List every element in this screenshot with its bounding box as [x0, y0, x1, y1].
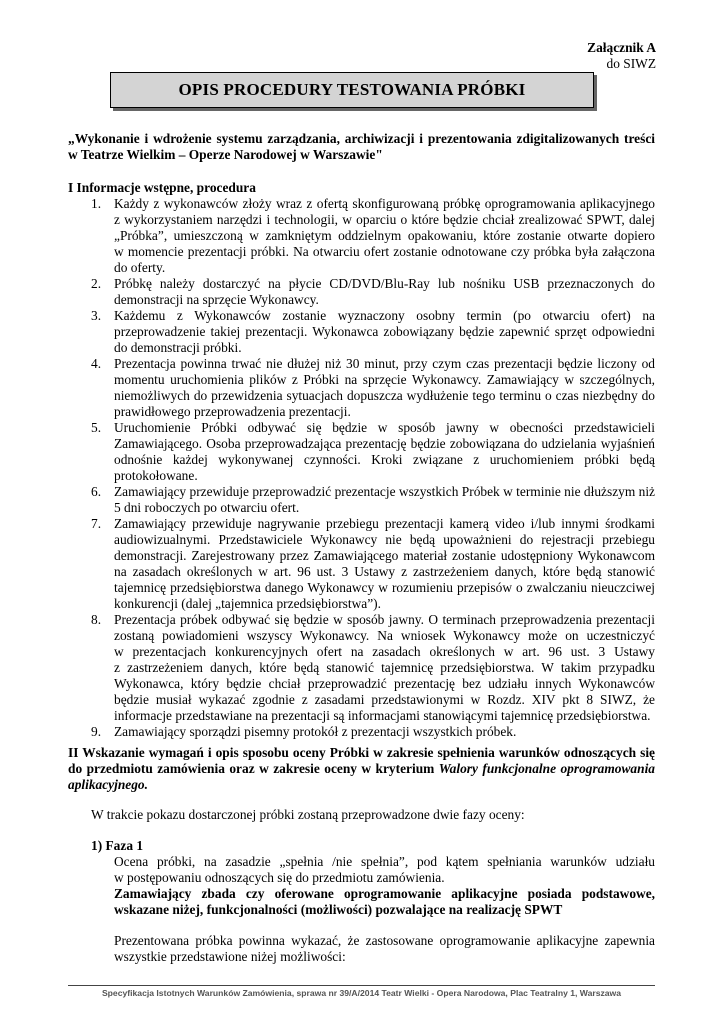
criterion-name-cont: aplikacyjnego. [68, 777, 148, 792]
list-item-number: 2. [91, 276, 102, 291]
list-item-text: protokołowane. [114, 468, 198, 483]
list-item-text: przeprowadzenie takiej prezentacji. Wykonawca zobowiązany będzie zapewnić sprzęt odpowiedni [114, 324, 655, 339]
list-item-number: 5. [91, 420, 102, 435]
list-item-number: 7. [91, 516, 102, 531]
list-item-text: Uruchomienie Próbki odbywać się będzie w sposób jawny w obecności przedstawicieli [114, 420, 655, 435]
list-item-text: audiowizualnymi. Przedstawiciele Wykonawcy nie będą upoważnieni do rejestracji przebiegu [114, 532, 655, 547]
list-item-text: do oferty. [114, 260, 166, 275]
list-item-number: 3. [91, 308, 102, 323]
list-item-text: z zastrzeżeniem danych, które będą stanowić tajemnicę przedsiębiorstwa. W takim przypadku [114, 660, 655, 675]
section-heading: I Informacje wstępne, procedura [68, 180, 256, 195]
list-item-text: Prezentacja powinna trwać nie dłużej niż 30 minut, przy czym czas prezentacji będzie liczony od [114, 356, 655, 371]
section-heading: II Wskazanie wymagań i opis sposobu oceny Próbki w zakresie spełnienia warunków odnoszących się [68, 745, 655, 760]
list-item-text: na zasadach określonych w art. 96 ust. 3 Ustawy z zastrzeżeniem danych, które będą stanowić [114, 564, 655, 579]
list-item-text: odnośnie każdej wykonywanej czynności. Kroki związane z uruchomieniem próbki będą [114, 452, 655, 467]
list-item-text: informacje przedstawiane na prezentacji są informacjami stanowiącymi tajemnicę przedsiębiorstwa. [114, 708, 651, 723]
footer-divider [68, 985, 655, 986]
list-item-text: będzie musiał wykazać zgodnie z zasadami przedstawionymi w Rozdz. XIV pkt 8 SIWZ, że [114, 692, 655, 707]
list-item-text: konkurencji (dalej „tajemnica przedsiębiorstwa”). [114, 596, 381, 611]
list-item-text: z wykorzystaniem narzędzi i technologii, w oparciu o które będzie chciał zrealizować SPWT, dalej [114, 212, 655, 227]
list-item-text: „Próbka”, umieszczoną w zamkniętym oddzielnym opakowaniu, które zostanie otwarte dopiero [114, 228, 655, 243]
phase1-text: w postępowaniu odnoszących się do przedmiotu zamówienia. [114, 870, 445, 885]
list-item-text: Wykonawca, który będzie chciał przeprowadzić prezentację bez udziału innych Wykonawców [114, 676, 655, 691]
list-item-text: demonstracji na sprzęcie Wykonawcy. [114, 292, 319, 307]
list-item-text: Zamawiający przewiduje nagrywanie przebiegu prezentacji kamerą video i/lub innymi środkami [114, 516, 655, 531]
page-footer: Specyfikacja Istotnych Warunków Zamówienia, sprawa nr 39/A/2014 Teatr Wielki - Opera Narodowa, Plac Teatralny 1, Warszawa [101, 988, 622, 998]
list-item-text: Każdy z wykonawców złoży wraz z ofertą skonfigurowaną próbkę oprogramowania aplikacyjnego [114, 196, 655, 211]
document-title: OPIS PROCEDURY TESTOWANIA PRÓBKI [110, 72, 594, 108]
phase1-text: Prezentowana próbka powinna wykazać, że zastosowane oprogramowanie aplikacyjne zapewnia [114, 933, 655, 948]
subject-line: w Teatrze Wielkim – Operze Narodowej w Warszawie" [68, 147, 383, 162]
list-item-number: 1. [91, 196, 102, 211]
phase-intro: W trakcie pokazu dostarczonej próbki zostaną przeprowadzone dwie fazy oceny: [91, 807, 525, 822]
list-item-text: niemożliwych do przewidzenia sytuacjach dopuszcza wydłużenie tego terminu o czas niezbędny do [114, 388, 655, 403]
list-item-text: do demonstracji próbki. [114, 340, 242, 355]
list-item-text: w momencie prezentacji próbki. Na otwarciu ofert zostanie odnotowane czy próbka była załączona [114, 244, 655, 259]
list-item-text: 5 dni roboczych po otwarciu ofert. [114, 500, 300, 515]
list-item-number: 4. [91, 356, 102, 371]
list-item-number: 6. [91, 484, 102, 499]
phase1-text: wszystkie przedstawione niżej możliwości: [114, 949, 346, 964]
phase1-label: 1) Faza 1 [91, 838, 144, 853]
attachment-ref: do SIWZ [606, 56, 656, 71]
subject-line: „Wykonanie i wdrożenie systemu zarządzania, archiwizacji i prezentowania zdigitalizowanych treści [68, 131, 655, 146]
list-item-text: tajemnicę przedsiębiorstwa danego Wykonawcy w rozumieniu przepisów o zwalczaniu nieuczciwej [114, 580, 655, 595]
list-item-text: w prezentacjach konkurencyjnych ofert na zasadach określonych w art. 96 ust. 3 Ustawy [114, 644, 655, 659]
list-item-number: 9. [91, 724, 102, 739]
heading-text: do przedmiotu zamówienia oraz w zakresie oceny w kryterium [68, 761, 439, 776]
list-item-text: prawidłowego przeprowadzenia prezentacji. [114, 404, 351, 419]
list-item-text: Zamawiający sporządzi pisemny protokół z prezentacji wszystkich próbek. [114, 724, 517, 739]
phase1-requirement: wskazane niżej, funkcjonalności (możliwości) pozwalające na realizację SPWT [114, 902, 563, 917]
phase1-requirement: Zamawiający zbada czy oferowane oprogramowanie aplikacyjne posiada podstawowe, [114, 886, 655, 901]
list-item-text: Zamawiającego. Osoba przeprowadzająca prezentację będzie zobowiązana do udzielania wyjaśnień [114, 436, 655, 451]
list-item-text: Prezentacja próbek odbywać się będzie w sposób jawny. O terminach przeprowadzenia prezentacji [114, 612, 655, 627]
criterion-name: Walory funkcjonalne oprogramowania [438, 761, 655, 776]
attachment-label: Załącznik A [587, 40, 656, 55]
list-item-number: 8. [91, 612, 102, 627]
list-item-text: momentu uruchomienia plików z Próbki na sprzęcie Wykonawcy. Zamawiający w szczególnych, [114, 372, 655, 387]
list-item-text: Każdemu z Wykonawców zostanie wyznaczony osobny termin (po otwarciu ofert) na [114, 308, 655, 323]
list-item-text: zostaną powiadomieni wszyscy Wykonawcy. Na wniosek Wykonawcy może on uczestniczyć [114, 628, 655, 643]
section-heading-line [68, 761, 655, 777]
list-item-text: Zamawiający przewiduje przeprowadzić prezentacje wszystkich Próbek w terminie nie dłuższym niż [114, 484, 655, 499]
list-item-text: Próbkę należy dostarczyć na płycie CD/DVD/Blu-Ray lub nośniku USB przeznaczonych do [114, 276, 655, 291]
phase1-text: Ocena próbki, na zasadzie „spełnia /nie spełnia”, pod kątem spełniania warunków udziału [114, 854, 655, 869]
list-item-text: demonstracji. Zarejestrowany przez Zamawiającego materiał zostanie udostępniony Wykonawcom [114, 548, 655, 563]
